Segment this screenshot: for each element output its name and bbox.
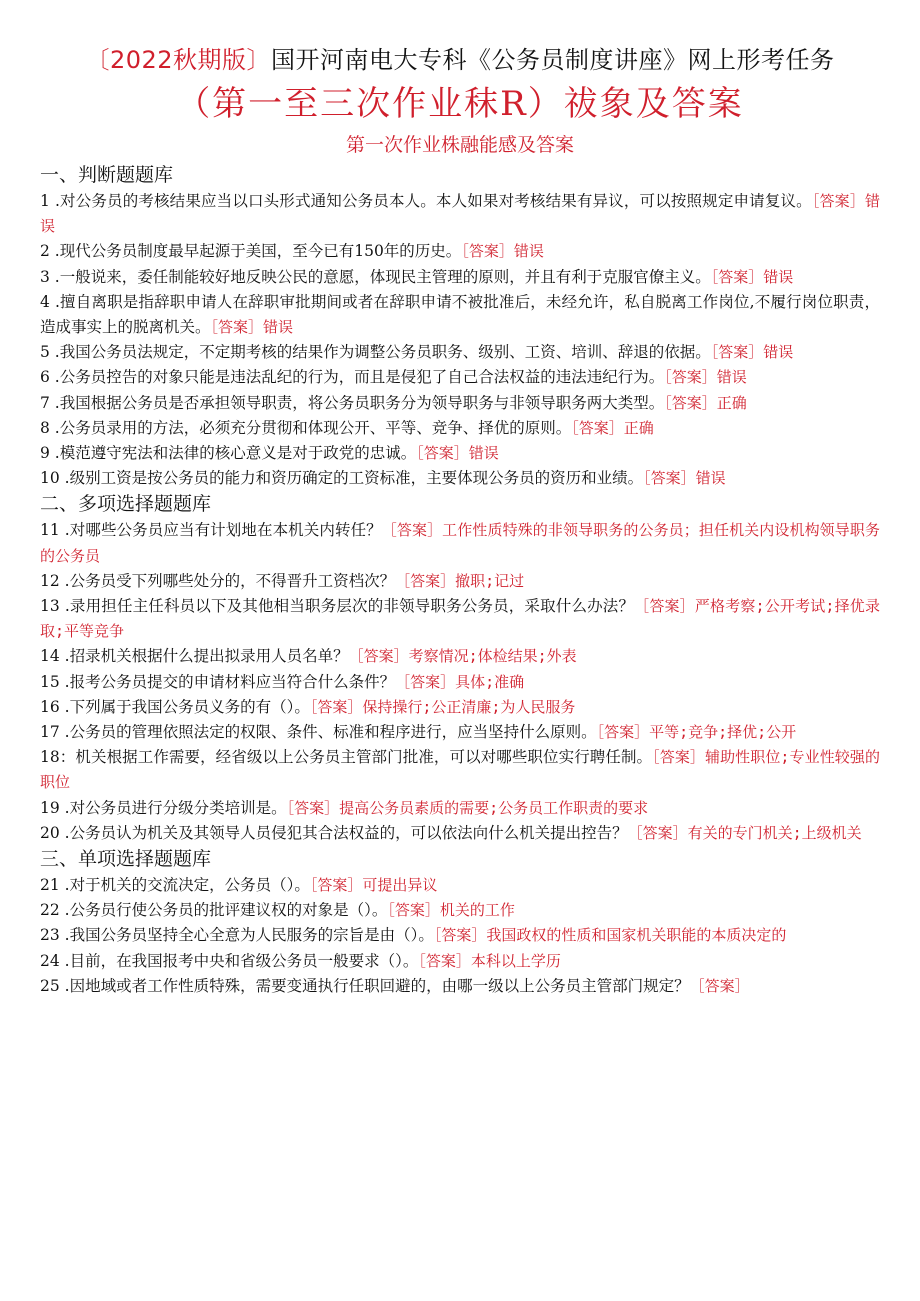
question-item bbox=[40, 644, 880, 669]
answer-text: ［答案］严格考察;公开考试;择优录取;平等竞争 bbox=[40, 597, 880, 641]
question-text: 3 .一般说来，委任制能较好地反映公民的意愿，体现民主管理的原则，并且有利于克服官僚主义。 bbox=[40, 267, 711, 286]
question-text: 5 .我国公务员法规定，不定期考核的结果作为调整公务员职务、级别、工资、培训、辞退的依据。 bbox=[40, 343, 711, 362]
question-text: 1 .对公务员的考核结果应当以口头形式通知公务员本人。本人如果对考核结果有异议，可以按照规定申请复议。 bbox=[40, 192, 812, 210]
answer-text: ［答案］本科以上学历 bbox=[418, 951, 561, 970]
question-text: 23 .我国公务员坚持全心全意为人民服务的宗旨是由（）。 bbox=[40, 926, 434, 945]
question-item bbox=[40, 365, 880, 390]
question-text: 19 .对公务员进行分级分类培训是。 bbox=[40, 798, 287, 817]
question-item bbox=[40, 873, 880, 898]
question-item bbox=[40, 416, 880, 441]
answer-text: ［答案］正确 bbox=[571, 418, 654, 437]
question-text: 14 .招录机关根据什么提出拟录用人员名单？ bbox=[40, 647, 349, 666]
question-text: 2 .现代公务员制度最早起源于美国，至今已有150年的历史。 bbox=[40, 242, 462, 261]
section-heading: 一、判断题题库 bbox=[40, 164, 174, 186]
answer-text: ［答案］我国政权的性质和国家机关职能的本质决定的 bbox=[433, 926, 787, 945]
section-heading: 二、多项选择题题库 bbox=[40, 493, 212, 516]
question-text: 4 .擅自离职是指辞职申请人在辞职审批期间或者在辞职申请不被批准后，未经允许，私自脱离工作岗位,不履行岗位职责，造成事实上的脱离机关。 bbox=[40, 292, 880, 337]
document-title-line1 bbox=[0, 40, 920, 75]
question-item bbox=[40, 340, 880, 365]
question-text: 17 .公务员的管理依照法定的权限、条件、标准和程序进行，应当坚持什么原则。 bbox=[40, 723, 597, 742]
question-text: 8 .公务员录用的方法，必须充分贯彻和体现公开、平等、竞争、择优的原则。 bbox=[40, 418, 572, 437]
question-item bbox=[40, 239, 880, 264]
question-item bbox=[40, 466, 880, 491]
question-text: 16 .下列属于我国公务员义务的有（）。 bbox=[40, 697, 310, 716]
question-text: 25 .因地域或者工作性质特殊，需要变通执行任职回避的，由哪一级以上公务员主管部门规定？ bbox=[40, 976, 690, 995]
question-item bbox=[40, 569, 880, 594]
answer-text: ［答案］撤职;记过 bbox=[395, 571, 525, 590]
question-item bbox=[40, 695, 880, 720]
answer-text: ［答案］错误 bbox=[710, 267, 794, 286]
question-item bbox=[40, 821, 880, 846]
answer-text: ［答案］ bbox=[689, 976, 750, 995]
answer-text: ［答案］错误 bbox=[40, 192, 880, 236]
question-text: 11 .对哪些公务员应当有计划地在本机关内转任？ bbox=[40, 521, 382, 540]
question-text: 21 .对于机关的交流决定，公务员（）。 bbox=[40, 876, 310, 895]
question-item bbox=[40, 974, 880, 999]
answer-text: ［答案］平等;竞争;择优;公开 bbox=[596, 723, 797, 742]
question-text: 10 .级别工资是按公务员的能力和资历确定的工资标准，主要体现公务员的资历和业绩。 bbox=[40, 469, 644, 488]
course-title: 国开河南电大专科《公务员制度讲座》网上形考任务 bbox=[271, 46, 835, 74]
answer-text: ［答案］错误 bbox=[210, 318, 294, 337]
answer-text: ［答案］保持操行;公正清廉;为人民服务 bbox=[309, 697, 576, 716]
question-text: 9 .模范遵守宪法和法律的核心意义是对于政党的忠诚。 bbox=[40, 444, 417, 463]
edition-label: 〔2022秋期版〕 bbox=[85, 46, 272, 74]
question-bank bbox=[40, 162, 880, 999]
question-item bbox=[40, 949, 880, 974]
question-item bbox=[40, 391, 880, 416]
answer-text: ［答案］错误 bbox=[664, 368, 747, 387]
question-item bbox=[40, 290, 880, 340]
question-text: 13 .录用担任主任科员以下及其他相当职务层次的非领导职务公务员，采取什么办法？ bbox=[40, 597, 635, 616]
document-title-line2: （第一至三次作业秣R）祓象及答案 bbox=[176, 84, 744, 124]
answer-text: ［答案］错误 bbox=[643, 469, 726, 488]
question-text: 22 .公务员行使公务员的批评建议权的对象是（）。 bbox=[40, 901, 388, 920]
question-item bbox=[40, 796, 880, 821]
question-item bbox=[40, 923, 880, 948]
answer-text: ［答案］辅助性职位;专业性较强的职位 bbox=[40, 748, 880, 792]
document-subtitle: 第一次作业株融能感及答案 bbox=[345, 134, 574, 156]
answer-text: ［答案］正确 bbox=[664, 393, 747, 412]
question-text: 15 .报考公务员提交的申请材料应当符合什么条件？ bbox=[40, 672, 396, 691]
question-text: 12 .公务员受下列哪些处分的，不得晋升工资档次？ bbox=[40, 571, 396, 590]
answer-text: ［答案］提高公务员素质的需要;公务员工作职责的要求 bbox=[286, 798, 649, 817]
answer-text: ［答案］错误 bbox=[416, 444, 499, 463]
question-text: 24 .目前，在我国报考中央和省级公务员一般要求（）。 bbox=[40, 951, 419, 970]
answer-text: ［答案］可提出异议 bbox=[309, 876, 438, 895]
question-text: 6 .公务员控告的对象只能是违法乱纪的行为，而且是侵犯了自己合法权益的违法违纪行为。 bbox=[40, 368, 665, 387]
answer-text: ［答案］机关的工作 bbox=[387, 901, 515, 920]
answer-text: ［答案］错误 bbox=[710, 343, 794, 362]
answer-text: ［答案］考察情况;体检结果;外表 bbox=[348, 647, 577, 666]
answer-text: ［答案］有关的专门机关;上级机关 bbox=[627, 823, 862, 842]
question-item bbox=[40, 265, 880, 290]
answer-text: ［答案］具体;准确 bbox=[395, 672, 525, 691]
question-text: 7 .我国根据公务员是否承担领导职责，将公务员职务分为领导职务与非领导职务两大类型。 bbox=[40, 393, 665, 412]
question-text: 20 .公务员认为机关及其领导人员侵犯其合法权益的，可以依法向什么机关提出控告？ bbox=[40, 823, 628, 842]
question-item bbox=[40, 670, 880, 695]
question-item bbox=[40, 745, 880, 795]
question-item bbox=[40, 720, 880, 745]
section-heading: 三、单项选择题题库 bbox=[40, 848, 212, 871]
question-item bbox=[40, 594, 880, 644]
answer-text: ［答案］工作性质特殊的非领导职务的公务员；担任机关内设机构领导职务的公务员 bbox=[40, 521, 880, 565]
question-item bbox=[40, 898, 880, 923]
question-text: 18：机关根据工作需要，经省级以上公务员主管部门批准，可以对哪些职位实行聘任制。 bbox=[40, 748, 653, 767]
question-item bbox=[40, 441, 880, 466]
question-item bbox=[40, 518, 880, 568]
answer-text: ［答案］错误 bbox=[461, 242, 544, 261]
question-item bbox=[40, 189, 880, 239]
